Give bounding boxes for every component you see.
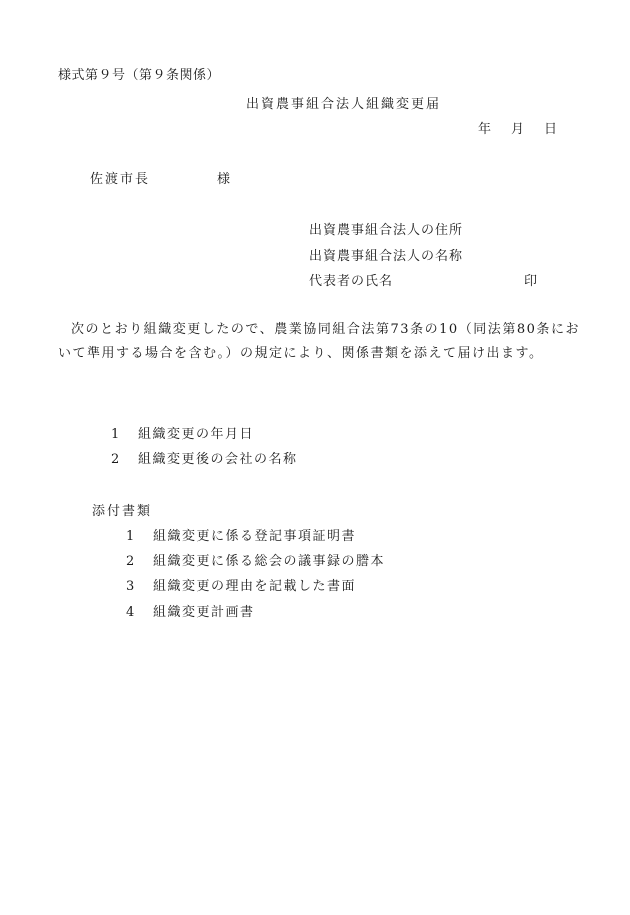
attachments-heading: 添付書類 [92,504,153,519]
form-number: 様式第９号（第９条関係） [58,68,221,83]
applicant-address-label: 出資農事組合法人の住所 [309,223,464,238]
seal-mark: 印 [524,274,539,289]
representative-name-label: 代表者の氏名 [309,274,394,289]
date-line [478,121,568,139]
applicant-name-label: 出資農事組合法人の名称 [309,249,464,264]
attachment-label: 組織変更に係る総会の議事録の謄本 [153,554,386,569]
attachment-item [126,578,446,596]
item-number: 2 [111,452,120,467]
attachment-label: 組織変更の理由を記載した書面 [153,579,357,594]
addressee-honorific: 様 [217,172,232,187]
addressee-name: 佐渡市長 [90,172,151,187]
item-number: 1 [111,427,120,442]
attachment-number: 1 [126,529,135,544]
date-year: 年 [478,122,493,137]
notification-body: 次のとおり組織変更したので、農業協同組合法第73条の10（同法第80条において準用する場合を含む。）の規定により、関係書類を添えて届け出ます。 [58,322,580,361]
item-label: 組織変更後の会社の名称 [138,452,298,467]
attachment-number: 4 [126,605,135,620]
attachment-item [126,528,446,546]
list-item [111,426,431,444]
attachment-number: 2 [126,554,135,569]
date-month: 月 [511,122,526,137]
attachment-label: 組織変更計画書 [153,605,255,620]
item-label: 組織変更の年月日 [138,427,255,442]
date-day: 日 [544,122,559,137]
attachment-item [126,604,446,622]
attachment-item [126,553,446,571]
attachment-number: 3 [126,579,135,594]
attachment-label: 組織変更に係る登記事項証明書 [153,529,357,544]
list-item [111,451,431,469]
document-title: 出資農事組合法人組織変更届 [246,97,442,112]
addressee-line [90,171,250,189]
